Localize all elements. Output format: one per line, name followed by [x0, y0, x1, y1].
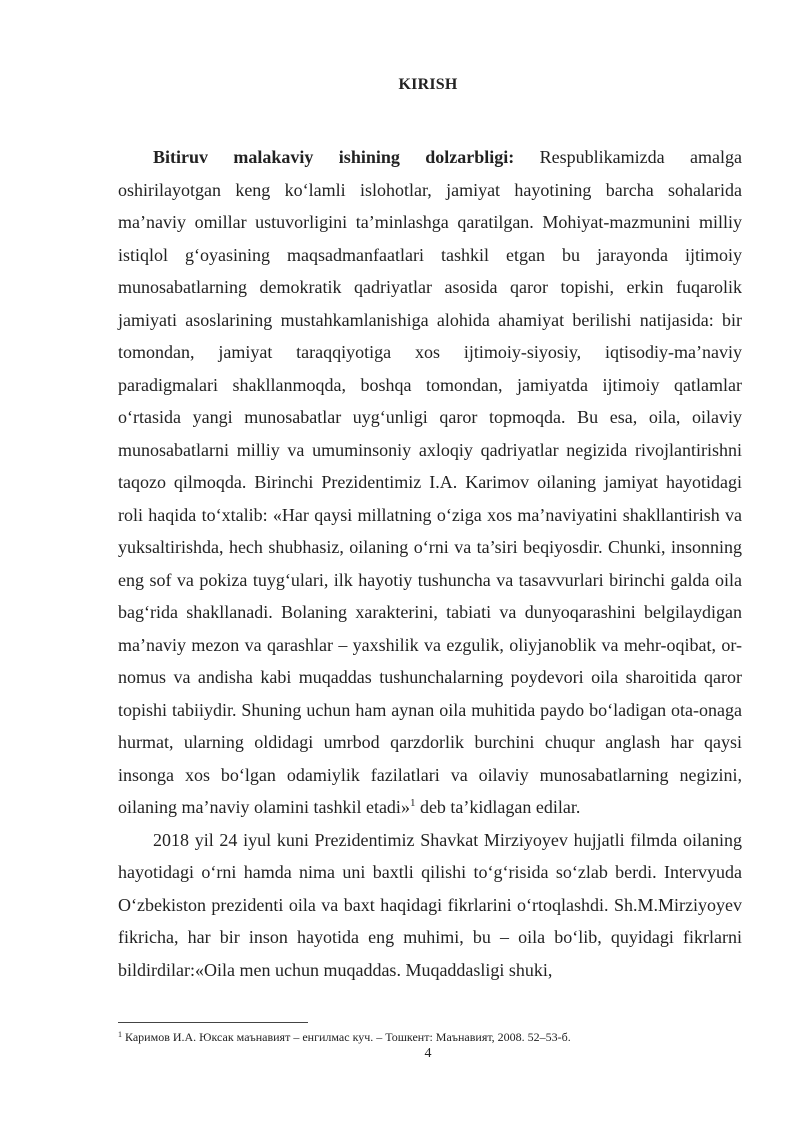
paragraph-2018: 2018 yil 24 iyul kuni Prezidentimiz Shavkat Mirziyoyev hujjatli filmda oilaning hayotidagi o‘rni hamda nima uni baxtli qilishi to‘g‘risida so‘zlab berdi. Intervyuda O‘zbekiston prezidenti oila va baxt haqidagi fikrlarini o‘rtoqlashdi. Sh.M.Mirziyoyev fikricha, har bir inson hayotida eng muhimi, bu – oila bo‘lib, quyidagi fikrlarni bildirdilar:«Oila men uchun muqaddas. Muqaddasligi shuki,: [118, 829, 742, 980]
paragraph-relevance: [118, 141, 742, 824]
paragraph-text: Respublikamizda amalga oshirilayotgan keng ko‘lamli islohotlar, jamiyat hayotining barcha sohalarida ma’naviy omillar ustuvorligini ta’minlashga qaratilgan. Mohiyat-mazmunini milliy istiqlol g‘oyasining maqsadmanfaatlari tashkil etgan bu jarayonda ijtimoiy munosabatlarning demokratik qadriyatlar asosida qaror topishi, erkin fuqarolik jamiyati asoslarining mustahkamlanishiga alohida ahamiyat berilishi natijasida: bir tomondan, jamiyat taraqqiyotiga xos ijtimoiy-siyosiy, iqtisodiy-ma’naviy paradigmalari shakllanmoqda, boshqa tomondan, jamiyatda ijtimoiy qatlamlar o‘rtasida yangi munosabatlar uyg‘unligi qaror topmoqda. Bu esa, oila, oilaviy munosabatlarni milliy va umuminsoniy axloqiy qadriyatlar negizida rivojlantirishni taqozo qilmoqda. Birinchi Prezidentimiz I.A. Karimov oilaning jamiyat hayotidagi roli haqida to‘xtalib: «Har qaysi millatning o‘ziga xos ma’naviyatini shakllantirish va yuksaltirishda, hech shubhasiz, oilaning o‘rni va ta’siri beqiyosdir. Chunki, insonning eng sof va pokiza tuyg‘ulari, ilk hayotiy tushuncha va tasavvurlari birinchi galda oila bag‘rida shakllanadi. Bolaning xarakterini, tabiati va dunyoqarashini belgilaydigan ma’naviy mezon va qarashlar – yaxshilik va ezgulik, oliyjanoblik va mehr-oqibat, or-nomus va andisha kabi muqaddas tushunchalarning poydevori oila sharoitida qaror topishi tabiiydir. Shuning uchun ham aynan oila muhitida paydo bo‘ladigan ota-onaga hurmat, ularning oldidagi umrbod qarzdorlik burchini chuqur anglash har qaysi insonga xos bo‘lgan odamiylik fazilatlari va oilaviy munosabatlarning negizini, oilaning ma’naviy olamini tashkil etadi»: [118, 147, 742, 817]
footnote-divider: [118, 1022, 308, 1023]
footnote-marker: 1: [118, 1030, 122, 1039]
body-text: [118, 141, 742, 986]
footnote-reference[interactable]: 1: [409, 797, 416, 809]
paragraph-tail: deb ta’kidlagan edilar.: [415, 797, 581, 817]
section-title: KIRISH: [398, 76, 458, 93]
footnote: [118, 1030, 742, 1044]
paragraph-lead: Bitiruv malakaviy ishining dolzarbligi:: [153, 147, 515, 167]
footnote-text: Каримов И.А. Юксак маънавият – енгилмас куч. – Тошкент: Маънавият, 2008. 52–53-б.: [122, 1030, 571, 1044]
page-number: 4: [424, 1046, 432, 1061]
